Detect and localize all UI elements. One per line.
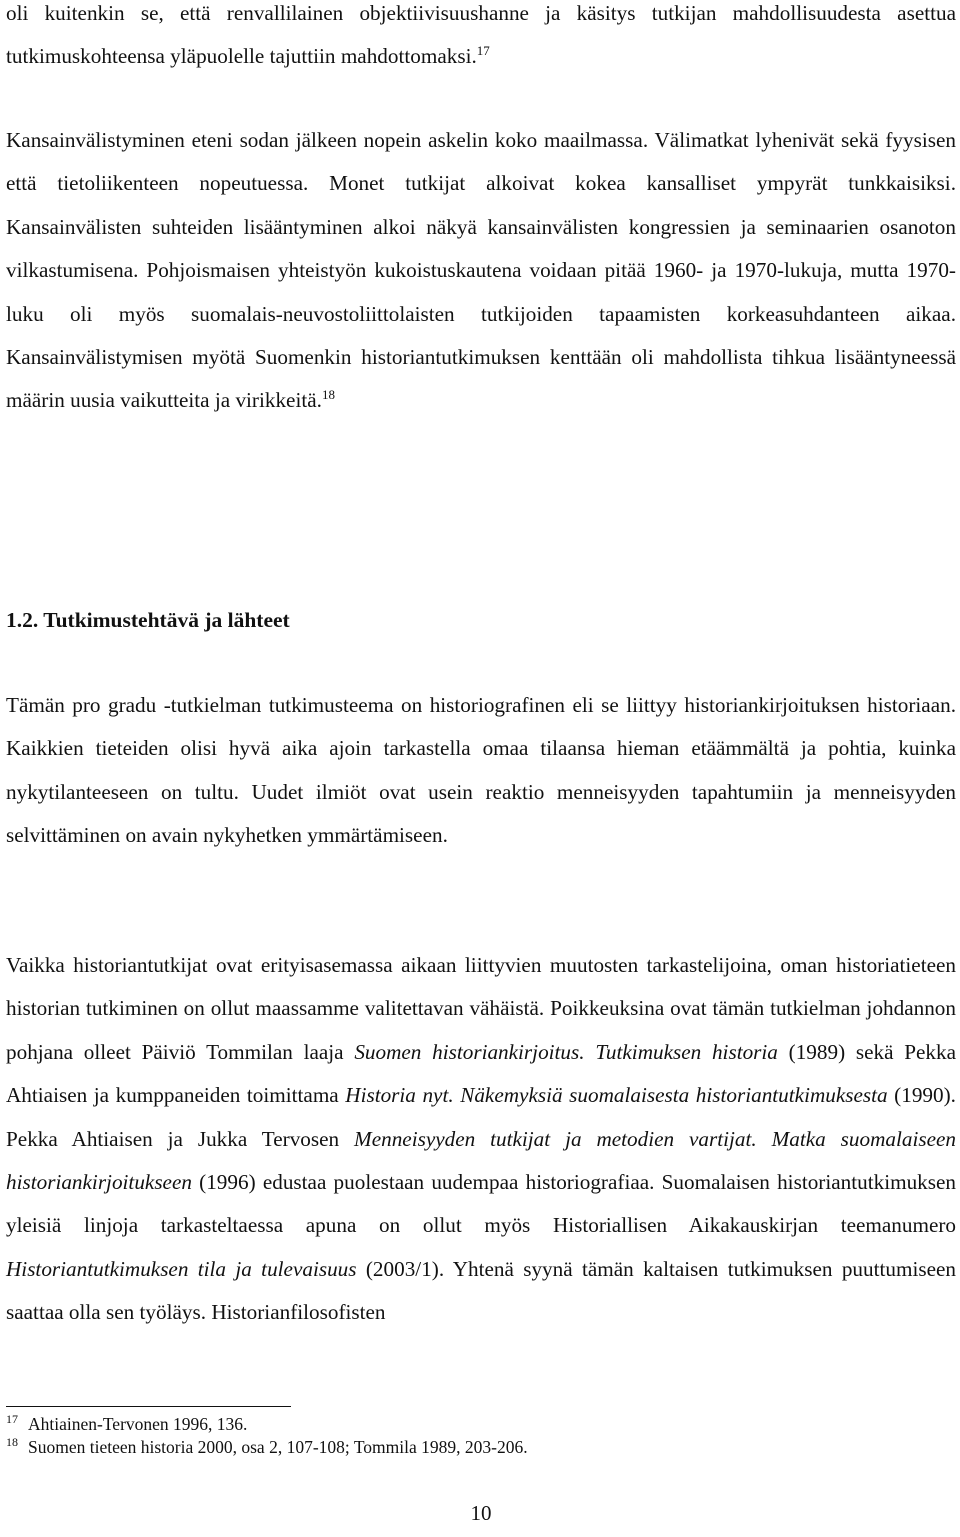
footnote-18 xyxy=(6,1436,956,1459)
p4-text-6: (2003/1). Yhtenä syynä tämän kaltaisen tutkimuksen puuttumiseen saattaa olla sen työläys. Historianfilosofisten xyxy=(6,1256,956,1325)
p4-title-1: Suomen historiankirjoitus. xyxy=(354,1039,585,1064)
p4-text-5: (1996) edustaa puolestaan uudempaa historiografiaa. Suomalaisen historiantutkimuksen yleisiä linjoja tarkasteltaessa apuna on ollut myös Historiallisen Aikakauskirjan teemanumero xyxy=(6,1170,956,1238)
p4-title-3: Historia nyt. Näkemyksiä suomalaisesta historiantutkimuksesta xyxy=(345,1083,888,1108)
p4-title-5: Historiantutkimuksen tila ja tulevaisuus xyxy=(6,1256,357,1281)
p4-text-4: (1990). Pekka Ahtiaisen ja Jukka Tervosen xyxy=(6,1083,956,1151)
footnote-text: Suomen tieteen historia 2000, osa 2, 107-108; Tommila 1989, 203-206. xyxy=(28,1437,528,1457)
p4-text-1: Vaikka historiantutkijat ovat erityisasemassa aikaan liittyvien muutosten tarkastelijoina, oman historiatieteen historian tutkiminen on ollut maassamme valitettavan vähäistä. Poikkeuksina ovat tämän tutkielman johdannon pohjana olleet Päiviö Tommilan laaja xyxy=(6,953,956,1064)
footnote-number: 17 xyxy=(6,1412,18,1426)
p4-title-4: Menneisyyden tutkijat ja metodien vartijat. Matka suomalaiseen historiankirjoitukseen xyxy=(6,1126,956,1195)
footnote-17 xyxy=(6,1413,956,1436)
paragraph-4 xyxy=(6,944,956,1335)
footnote-divider xyxy=(6,1406,291,1407)
paragraph-2 xyxy=(6,119,956,423)
paragraph-3: Tämän pro gradu -tutkielman tutkimusteema on historiografinen eli se liittyy historiankirjoituksen historiaan. Kaikkien tieteiden olisi hyvä aika ajoin tarkastella omaa tilaansa hieman etäämmältä ja pohtia, kuinka nykytilanteeseen on tultu. Uudet ilmiöt ovat usein reaktio menneisyyden tapahtumiin ja menneisyyden selvittäminen on avain nykyhetken ymmärtämiseen. xyxy=(6,693,956,848)
footnote-text: Ahtiainen-Tervonen 1996, 136. xyxy=(28,1414,248,1434)
paragraph-1 xyxy=(6,0,956,79)
page-number: 10 xyxy=(470,1501,492,1525)
footnote-ref-17[interactable]: 17 xyxy=(476,43,490,59)
p4-title-2: Tutkimuksen historia xyxy=(595,1039,778,1064)
p4-text-2 xyxy=(585,1040,596,1064)
section-heading: 1.2. Tutkimustehtävä ja lähteet xyxy=(6,608,290,632)
paragraph-2-text: Kansainvälistyminen eteni sodan jälkeen nopein askelin koko maailmassa. Välimatkat lyhenivät sekä fyysisen että tietoliikenteen nopeutuessa. Monet tutkijat alkoivat kokea kansalliset ympyrät tunkkaisiksi. Kansainvälisten suhteiden lisääntyminen alkoi näkyä kansainvälisten kongressien ja seminaarien osanoton vilkastumisena. Pohjoismaisen yhteistyön kukoistuskautena voidaan pitää 1960- ja 1970-lukuja, mutta 1970-luku oli myös suomalais-neuvostoliittolaisten tutkijoiden tapaamisten korkeasuhdanteen aikaa. Kansainvälistymisen myötä Suomenkin historiantutkimuksen kenttään oli mahdollista tihkua lisääntyneessä määrin uusia vaikutteita ja virikkeitä. xyxy=(6,128,956,413)
footnote-ref-18[interactable]: 18 xyxy=(321,387,335,403)
p4-text-3: (1989) sekä Pekka Ahtiaisen ja kumppaneiden toimittama xyxy=(6,1039,957,1108)
footnote-number: 18 xyxy=(6,1435,18,1449)
paragraph-1-text: oli kuitenkin se, että renvallilainen objektiivisuushanne ja käsitys tutkijan mahdollisuudesta asettua tutkimuskohteensa yläpuolelle tajuttiin mahdottomaksi. xyxy=(6,1,956,69)
footnotes xyxy=(6,1413,956,1459)
